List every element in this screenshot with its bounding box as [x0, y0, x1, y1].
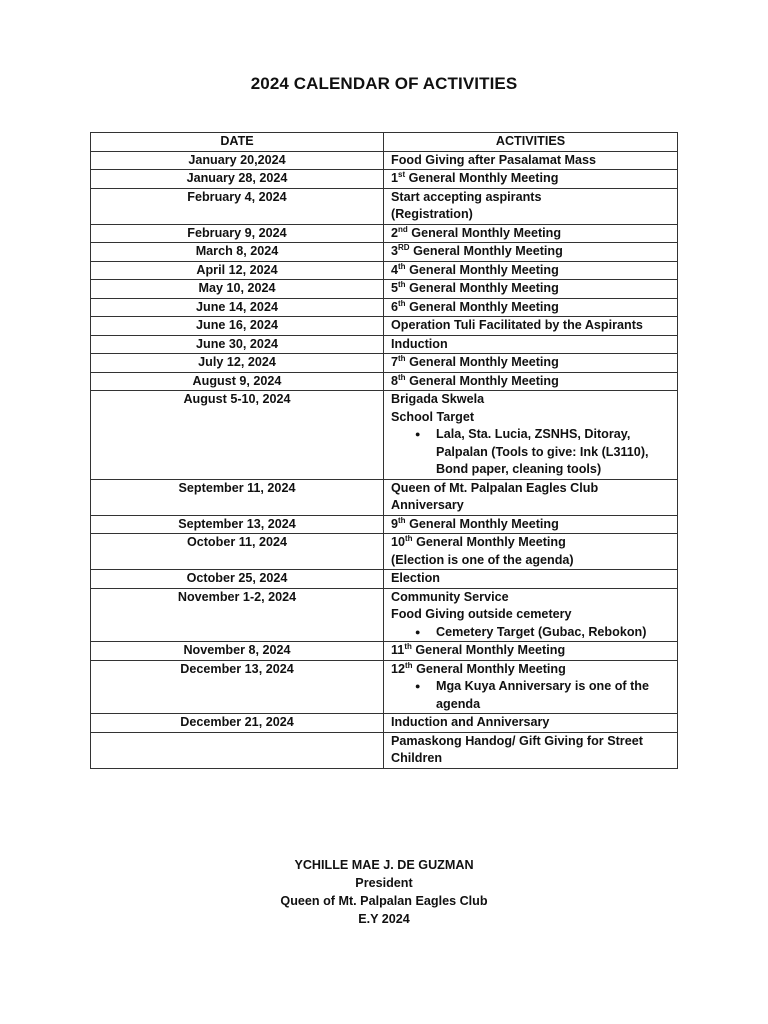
activity-line [391, 336, 670, 354]
meeting-number: 12 [391, 661, 406, 676]
activity-text: Start accepting aspirants [391, 189, 542, 204]
ordinal-suffix: RD [398, 242, 410, 252]
activity-line [391, 391, 670, 409]
activity-line [391, 606, 670, 624]
table-row [91, 151, 678, 170]
row-activity [384, 642, 678, 661]
row-activity [384, 372, 678, 391]
activity-line [391, 170, 670, 188]
signatory-position: President [355, 876, 413, 890]
signatory-name: YCHILLE MAE J. DE GUZMAN [294, 858, 474, 872]
meeting-number: 1 [391, 171, 399, 185]
table-row [91, 479, 678, 515]
activity-text: General Monthly Meeting [405, 516, 559, 531]
row-date: December 13, 2024 [91, 660, 384, 714]
bullet-item: ● Cemetery Target (Gubac, Rebokon) [436, 624, 670, 642]
activity-line [391, 206, 670, 224]
row-activity [384, 280, 678, 299]
row-date: February 4, 2024 [91, 188, 384, 224]
ordinal-suffix: th [398, 298, 406, 308]
page-title: 2024 CALENDAR OF ACTIVITIES [250, 74, 518, 93]
activity-text: General Monthly Meeting [405, 373, 559, 388]
table-row [91, 515, 678, 534]
activity-text: General Monthly Meeting [405, 355, 559, 369]
calendar-table [90, 132, 678, 769]
table-row [91, 224, 678, 243]
table-row [91, 732, 678, 768]
ordinal-suffix: nd [398, 224, 408, 234]
row-date: September 11, 2024 [91, 479, 384, 515]
activity-line [391, 354, 670, 372]
activity-line [391, 733, 670, 768]
row-date: May 10, 2024 [91, 280, 384, 299]
table-row [91, 170, 678, 189]
activity-text: Community Service [391, 589, 509, 604]
bullet-list [391, 624, 670, 642]
activity-text: Induction and Anniversary [391, 715, 550, 729]
row-activity [384, 170, 678, 189]
activity-line [391, 534, 670, 552]
table-row [91, 317, 678, 336]
row-date: August 9, 2024 [91, 372, 384, 391]
ordinal-suffix: th [398, 279, 406, 289]
meeting-number: 10 [391, 535, 406, 549]
table-row [91, 570, 678, 589]
meeting-number: 4 [391, 262, 399, 277]
meeting-number: 6 [391, 299, 399, 314]
activity-line [391, 642, 670, 660]
row-activity [384, 588, 678, 642]
row-activity [384, 660, 678, 714]
row-date: November 1-2, 2024 [91, 588, 384, 642]
activity-line [391, 225, 670, 243]
table-row [91, 243, 678, 262]
meeting-number: 5 [391, 281, 399, 295]
activity-line [391, 714, 670, 732]
row-date: October 25, 2024 [91, 570, 384, 589]
date-column-header: DATE [91, 133, 384, 152]
activity-line [391, 243, 670, 261]
row-activity [384, 391, 678, 480]
row-activity [384, 714, 678, 733]
row-date: December 21, 2024 [91, 714, 384, 733]
activity-text: School Target [391, 409, 475, 424]
row-activity [384, 298, 678, 317]
meeting-number: 11 [391, 643, 405, 657]
activity-text: General Monthly Meeting [405, 299, 559, 314]
row-activity [384, 534, 678, 570]
row-date: January 28, 2024 [91, 170, 384, 189]
row-activity [384, 515, 678, 534]
activity-line [391, 317, 670, 335]
calendar-body [91, 151, 678, 768]
activity-text: General Monthly Meeting [411, 643, 566, 657]
bullet-item: ● Mga Kuya Anniversary is one of the agenda [436, 678, 670, 713]
meeting-number: 3 [391, 244, 399, 258]
activity-text: General Monthly Meeting [407, 225, 562, 240]
row-activity [384, 261, 678, 280]
activity-text: Operation Tuli Facilitated by the Aspirants [391, 318, 643, 332]
activity-line [391, 280, 670, 298]
activity-text: General Monthly Meeting [412, 535, 566, 549]
bullet-list [391, 678, 670, 713]
row-date: July 12, 2024 [91, 354, 384, 373]
row-activity [384, 570, 678, 589]
ordinal-suffix: th [404, 641, 412, 651]
activity-text: (Election is one of the agenda) [391, 552, 574, 567]
table-row [91, 391, 678, 480]
activity-text: General Monthly Meeting [409, 244, 563, 258]
table-row [91, 660, 678, 714]
table-row [91, 354, 678, 373]
activity-line [391, 373, 670, 391]
row-date: January 20,2024 [91, 151, 384, 170]
activity-text: General Monthly Meeting [405, 262, 559, 277]
activity-line [391, 661, 670, 679]
activity-text: General Monthly Meeting [412, 661, 566, 676]
row-activity [384, 479, 678, 515]
activity-line [391, 299, 670, 317]
activity-line [391, 570, 670, 588]
row-date: October 11, 2024 [91, 534, 384, 570]
activity-line [391, 552, 670, 570]
row-date: June 14, 2024 [91, 298, 384, 317]
activity-text: General Monthly Meeting [405, 171, 559, 185]
ordinal-suffix: th [405, 660, 413, 670]
ordinal-suffix: th [398, 353, 406, 363]
row-date: June 16, 2024 [91, 317, 384, 336]
table-row [91, 534, 678, 570]
activity-line [391, 516, 670, 534]
ordinal-suffix: th [398, 261, 406, 271]
meeting-number: 2 [391, 225, 399, 240]
activity-text: (Registration) [391, 207, 473, 221]
bullet-item: ● Lala, Sta. Lucia, ZSNHS, Ditoray, Palpalan (Tools to give: Ink (L3110), Bond paper, cleaning tools) [436, 426, 670, 479]
activity-text: Brigada Skwela [391, 392, 485, 406]
ordinal-suffix: th [405, 533, 413, 543]
table-header-row [91, 133, 678, 152]
ordinal-suffix: st [398, 169, 406, 179]
activity-line [391, 152, 670, 170]
row-activity [384, 317, 678, 336]
table-row [91, 280, 678, 299]
row-activity [384, 732, 678, 768]
row-activity [384, 243, 678, 262]
table-row [91, 298, 678, 317]
activity-text: Food Giving after Pasalamat Mass [391, 152, 597, 167]
activities-column-header: ACTIVITIES [384, 133, 678, 152]
meeting-number: 7 [391, 355, 399, 369]
activity-line [391, 589, 670, 607]
signatory-organization: Queen of Mt. Palpalan Eagles Club [280, 894, 488, 908]
signatory-year: E.Y 2024 [358, 912, 410, 926]
row-activity [384, 188, 678, 224]
row-date: September 13, 2024 [91, 515, 384, 534]
ordinal-suffix: th [398, 515, 406, 525]
row-activity [384, 335, 678, 354]
row-date: March 8, 2024 [91, 243, 384, 262]
table-row [91, 261, 678, 280]
table-row [91, 335, 678, 354]
row-date: November 8, 2024 [91, 642, 384, 661]
activity-line [391, 409, 670, 427]
meeting-number: 9 [391, 516, 399, 531]
row-date: August 5-10, 2024 [91, 391, 384, 480]
activity-line [391, 189, 670, 207]
table-row [91, 642, 678, 661]
row-activity [384, 354, 678, 373]
bullet-list [391, 426, 670, 479]
activity-line [391, 480, 670, 515]
activity-text: Queen of Mt. Palpalan Eagles Club Anniversary [391, 480, 599, 512]
ordinal-suffix: th [398, 372, 406, 382]
activity-text: Election [391, 571, 440, 585]
table-row [91, 714, 678, 733]
table-row [91, 588, 678, 642]
table-row [91, 372, 678, 391]
row-date: February 9, 2024 [91, 224, 384, 243]
row-activity [384, 151, 678, 170]
signature-block [0, 856, 768, 928]
meeting-number: 8 [391, 373, 399, 388]
table-row [91, 188, 678, 224]
row-date: April 12, 2024 [91, 261, 384, 280]
activity-line [391, 262, 670, 280]
row-date: June 30, 2024 [91, 335, 384, 354]
row-activity [384, 224, 678, 243]
activity-text: Food Giving outside cemetery [391, 607, 572, 621]
row-date [91, 732, 384, 768]
activity-text: Pamaskong Handog/ Gift Giving for Street Children [391, 733, 643, 765]
activity-text: General Monthly Meeting [405, 281, 559, 295]
activity-text: Induction [391, 336, 448, 351]
